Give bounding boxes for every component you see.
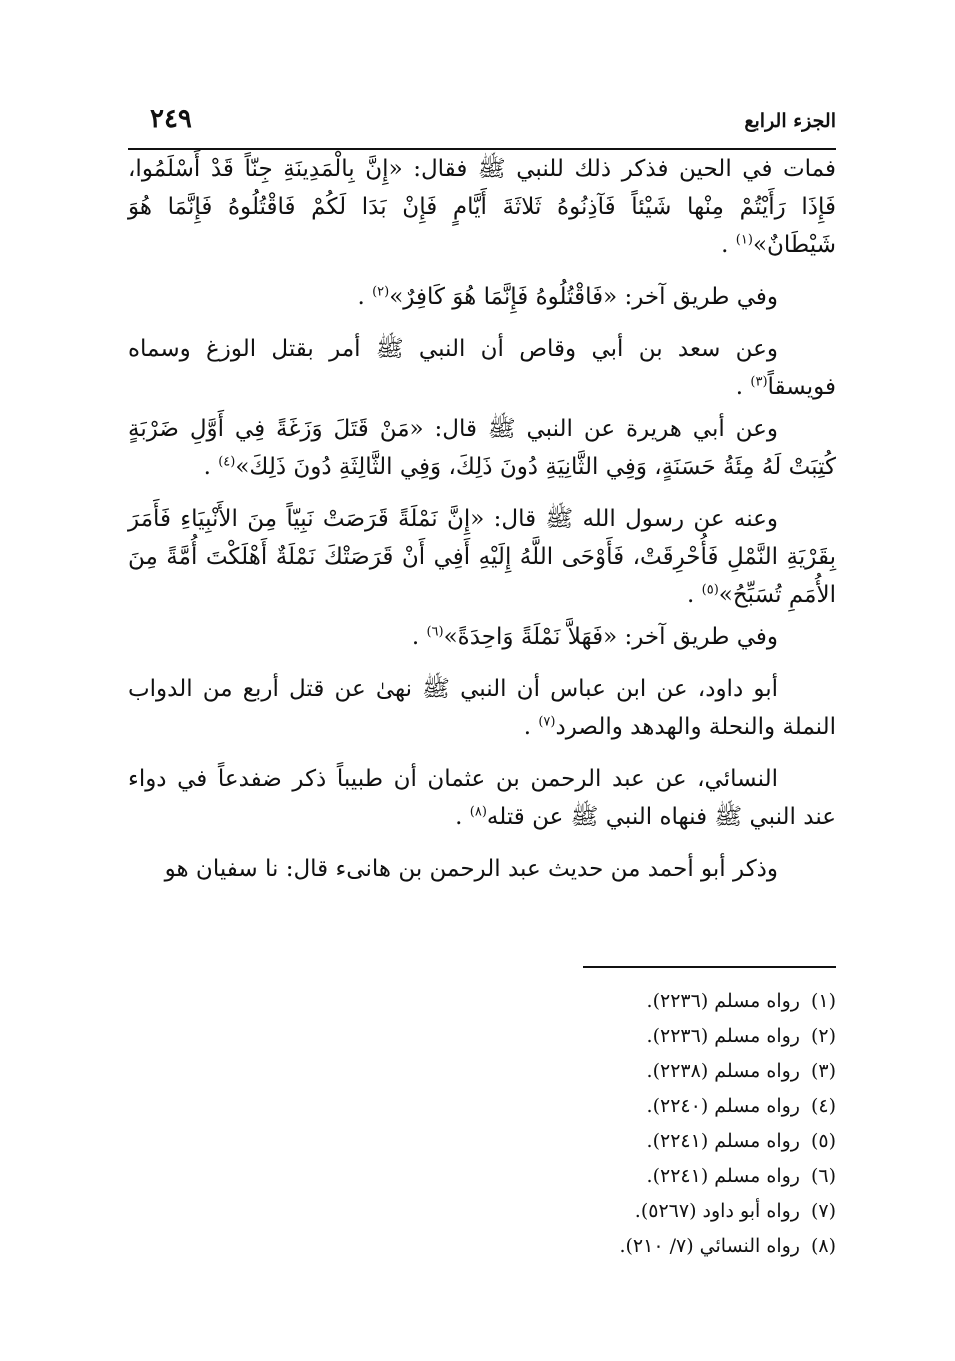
running-title: الجزء الرابع xyxy=(744,110,836,132)
paragraph: وفي طريق آخر: «فَاقْتُلُوهُ فَإِنَّمَا هُوَ كَافِرٌ»$^{(٢)}$ . xyxy=(357,284,778,310)
footnote-ref: (٧) xyxy=(538,714,556,730)
paragraph: النسائي، عن عبد الرحمن بن عثمان أن طبيباً ذكر ضفدعاً في دواء عند النبي ﷺ فنهاه النبي ﷺ عن قتله$^{(٨)}$ . xyxy=(128,766,836,830)
footnote: (٨) رواه النسائي (٧/ ٢١٠). xyxy=(619,1235,836,1257)
page-number: ٢٤٩ xyxy=(150,104,192,134)
footnote-ref: (١) xyxy=(735,232,753,248)
main-text xyxy=(128,150,836,902)
footnote-rule xyxy=(583,966,836,968)
footnote: (٦) رواه مسلم (٢٢٤١). xyxy=(646,1165,836,1187)
footnote-ref: (٦) xyxy=(426,624,444,640)
paragraph: أبو داود، عن ابن عباس أن النبي ﷺ نهىٰ عن قتل أربع من الدواب النملة والنحلة والهدهد والصرد$^{(٧)}$ . xyxy=(128,676,836,740)
footnote: (١) رواه مسلم (٢٢٣٦). xyxy=(646,990,836,1012)
footnotes xyxy=(560,984,836,1264)
paragraph: وذكر أبو أحمد من حديث عبد الرحمن بن هانىء قال: نا سفيان هو xyxy=(164,856,778,882)
paragraph: وعن أبي هريرة عن النبي ﷺ قال: «مَنْ قَتَلَ وَزَغَةً فِي أَوَّلِ ضَرْبَةٍ كُتِبَتْ لَهُ مِئَةُ حَسَنَةٍ، وَفِي الثَّانِيَةِ دُونَ ذَلِكَ، وَفِي الثَّالِثَةِ دُونَ ذَلِكَ»$^{(٤)}$ . xyxy=(128,416,836,480)
paragraph: فمات في الحين فذكر ذلك للنبي ﷺ فقال: «إِنَّ بِالْمَدِينَةِ جِنّاً قَدْ أَسْلَمُوا، فَإِذَا رَأَيْتُمْ مِنْها شَيْئاً فَآذِنُوهُ ثَلاثَةَ أَيَّامٍ فَإِنْ بَدَا لَكُمْ فَاقْتُلُوهُ فَإِنَّمَا هُوَ شَيْطَانٌ»$^{(١)}$ . xyxy=(128,156,836,258)
footnote: (٢) رواه مسلم (٢٢٣٦). xyxy=(646,1025,836,1047)
footnote: (٤) رواه مسلم (٢٢٤٠). xyxy=(646,1095,836,1117)
paragraph: وفي طريق آخر: «فَهَلاَّ نَمْلَةً وَاحِدَةً»$^{(٦)}$ . xyxy=(411,624,778,650)
footnote: (٧) رواه أبو داود (٥٢٦٧). xyxy=(634,1200,836,1222)
footnote-ref: (٤) xyxy=(218,454,236,470)
footnote: (٥) رواه مسلم (٢٢٤١). xyxy=(646,1130,836,1152)
footnote: (٣) رواه مسلم (٢٢٣٨). xyxy=(646,1060,836,1082)
paragraph: وعنه عن رسول الله ﷺ قال: «إِنَّ نَمْلَةً قَرَصَتْ نَبِيّاً مِنَ الأَنْبِيَاءِ فَأَمَرَ بِقَرْيَةِ النَّمْلِ فَأُحْرِقَتْ، فَأَوْحَى اللَّهُ إِلَيْهِ أَفِي أَنْ قَرَصَتْكَ نَمْلَةٌ أَهْلَكْتَ أُمَّةً مِنَ الأُمَمِ تُسَبِّحُ»$^{(٥)}$ . xyxy=(128,506,836,608)
footnote-ref: (٥) xyxy=(701,582,719,598)
page-header xyxy=(128,104,836,144)
paragraph: وعن سعد بن أبي وقاص أن النبي ﷺ أمر بقتل الوزغ وسماه فويسقاً$^{(٣)}$ . xyxy=(128,336,836,400)
footnote-ref: (٨) xyxy=(469,804,487,820)
footnote-ref: (٣) xyxy=(750,374,768,390)
footnote-ref: (٢) xyxy=(372,284,390,300)
